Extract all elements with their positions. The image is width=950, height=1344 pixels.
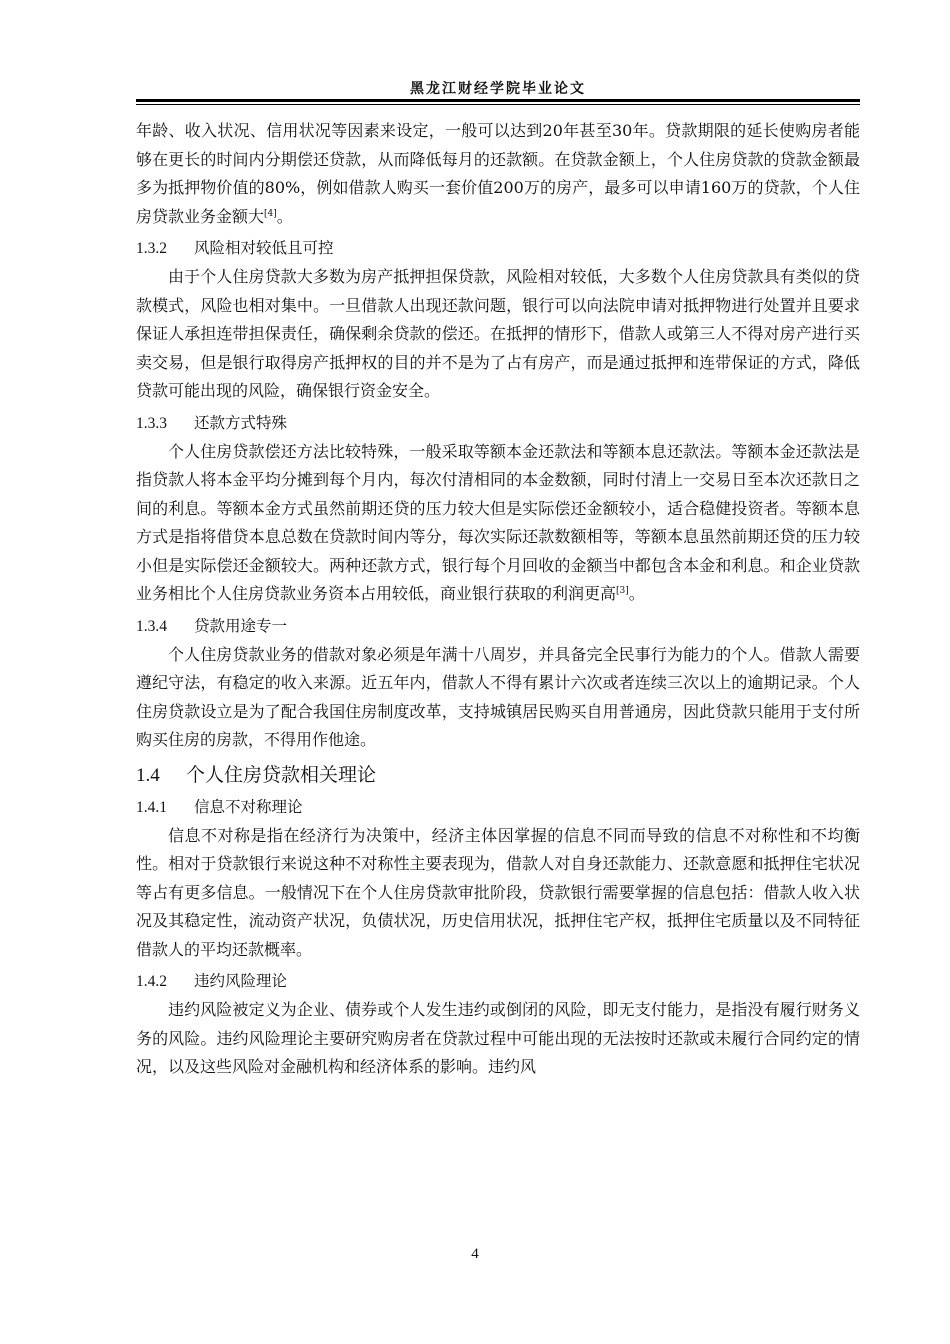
citation-ref: [4] xyxy=(264,208,277,219)
paragraph-text: 个人住房贷款业务的借款对象必须是年满十八周岁，并具备完全民事行为能力的个人。借款人需要遵纪守法，有稳定的收入来源。近五年内，借款人不得有累计六次或者连续三次以上的逾期记录。个人住房贷款设立是为了配合我国住房制度改革，支持城镇居民购买自用普通房，因此贷款只能用于支付所购买住房的房款，不得用作他途。 xyxy=(136,644,860,749)
heading-number: 1.4.1 xyxy=(136,798,167,816)
page-body xyxy=(136,117,860,1082)
subsection-heading xyxy=(136,615,860,638)
paragraph-text: 个人住房贷款偿还方法比较特殊，一般采取等额本金还款法和等额本息还款法。等额本金还款法是指贷款人将本金平均分摊到每个月内，每次付清相同的本金数额，同时付清上一交易日至本次还款日之间的利息。等额本金方式虽然前期还贷的压力较大但是实际偿还金额较小，适合稳健投资者。等额本息方式是指将借贷本息总数在贷款时间内等分，每次实际还款数额相等，等额本息虽然前期还贷的压力较小但是实际偿还金额较大。两种还款方式，银行每个月回收的金额当中都包含本金和利息。和企业贷款业务相比个人住房贷款业务资本占用较低，商业银行获取的利润更高 xyxy=(136,441,860,603)
heading-title: 信息不对称理论 xyxy=(194,797,303,816)
heading-number: 1.4 xyxy=(136,764,160,786)
paragraph-tail: 。 xyxy=(628,584,645,603)
running-header: 黑龙江财经学院毕业论文 xyxy=(410,81,586,97)
body-paragraph xyxy=(136,822,860,965)
heading-title: 违约风险理论 xyxy=(194,972,288,990)
header-rule-thin xyxy=(136,104,860,105)
heading-number: 1.3.2 xyxy=(136,240,167,257)
header-rule-thick xyxy=(136,99,860,102)
body-paragraph xyxy=(136,438,860,609)
subsection-heading xyxy=(136,970,860,993)
heading-number: 1.3.3 xyxy=(136,414,167,432)
page-number: 4 xyxy=(471,1246,479,1262)
heading-title: 还款方式特殊 xyxy=(194,413,288,432)
paragraph-tail: 。 xyxy=(276,206,293,226)
citation-ref: [3] xyxy=(616,586,629,596)
subsection-heading xyxy=(136,412,860,435)
subsection-heading xyxy=(136,237,860,260)
body-paragraph xyxy=(136,117,860,231)
paragraph-text: 年龄、收入状况、信用状况等因素来设定，一般可以达到20年甚至30年。贷款期限的延长使购房者能够在更长的时间内分期偿还贷款，从而降低每月的还款额。在贷款金额上，个人住房贷款的贷款金额最多为抵押物价值的80%，例如借款人购买一套价值200万的房产，最多可以申请160万的贷款，个人住房贷款业务金额大 xyxy=(136,121,860,226)
heading-number: 1.3.4 xyxy=(136,617,167,635)
paragraph-text: 信息不对称是指在经济行为决策中，经济主体因掌握的信息不同而导致的信息不对称性和不均衡性。相对于贷款银行来说这种不对称性主要表现为，借款人对自身还款能力、还款意愿和抵押住宅状况等占有更多信息。一般情况下在个人住房贷款审批阶段，贷款银行需要掌握的信息包括：借款人收入状况及其稳定性，流动资产状况，负债状况，历史信用状况，抵押住宅产权，抵押住宅质量以及不同特征借款人的平均还款概率。 xyxy=(136,825,860,959)
paragraph-text: 违约风险被定义为企业、债券或个人发生违约或倒闭的风险，即无支付能力，是指没有履行财务义务的风险。违约风险理论主要研究购房者在贷款过程中可能出现的无法按时还款或未履行合同约定的情况，以及这些风险对金融机构和经济体系的影响。违约风 xyxy=(136,1000,860,1076)
section-heading xyxy=(136,761,860,790)
paragraph-text: 由于个人住房贷款大多数为房产抵押担保贷款，风险相对较低，大多数个人住房贷款具有类似的贷款模式，风险也相对集中。一旦借款人出现还款问题，银行可以向法院申请对抵押物进行处置并且要求保证人承担连带担保责任，确保剩余贷款的偿还。在抵押的情形下，借款人或第三人不得对房产进行买卖交易，但是银行取得房产抵押权的目的并不是为了占有房产，而是通过抵押和连带保证的方式，降低贷款可能出现的风险，确保银行资金安全。 xyxy=(136,267,860,400)
body-paragraph xyxy=(136,996,860,1082)
heading-title: 个人住房贷款相关理论 xyxy=(186,763,377,786)
body-paragraph xyxy=(136,263,860,406)
heading-title: 风险相对较低且可控 xyxy=(194,239,334,257)
heading-title: 贷款用途专一 xyxy=(194,616,288,635)
heading-number: 1.4.2 xyxy=(136,973,167,990)
subsection-heading xyxy=(136,796,860,819)
body-paragraph xyxy=(136,641,860,755)
